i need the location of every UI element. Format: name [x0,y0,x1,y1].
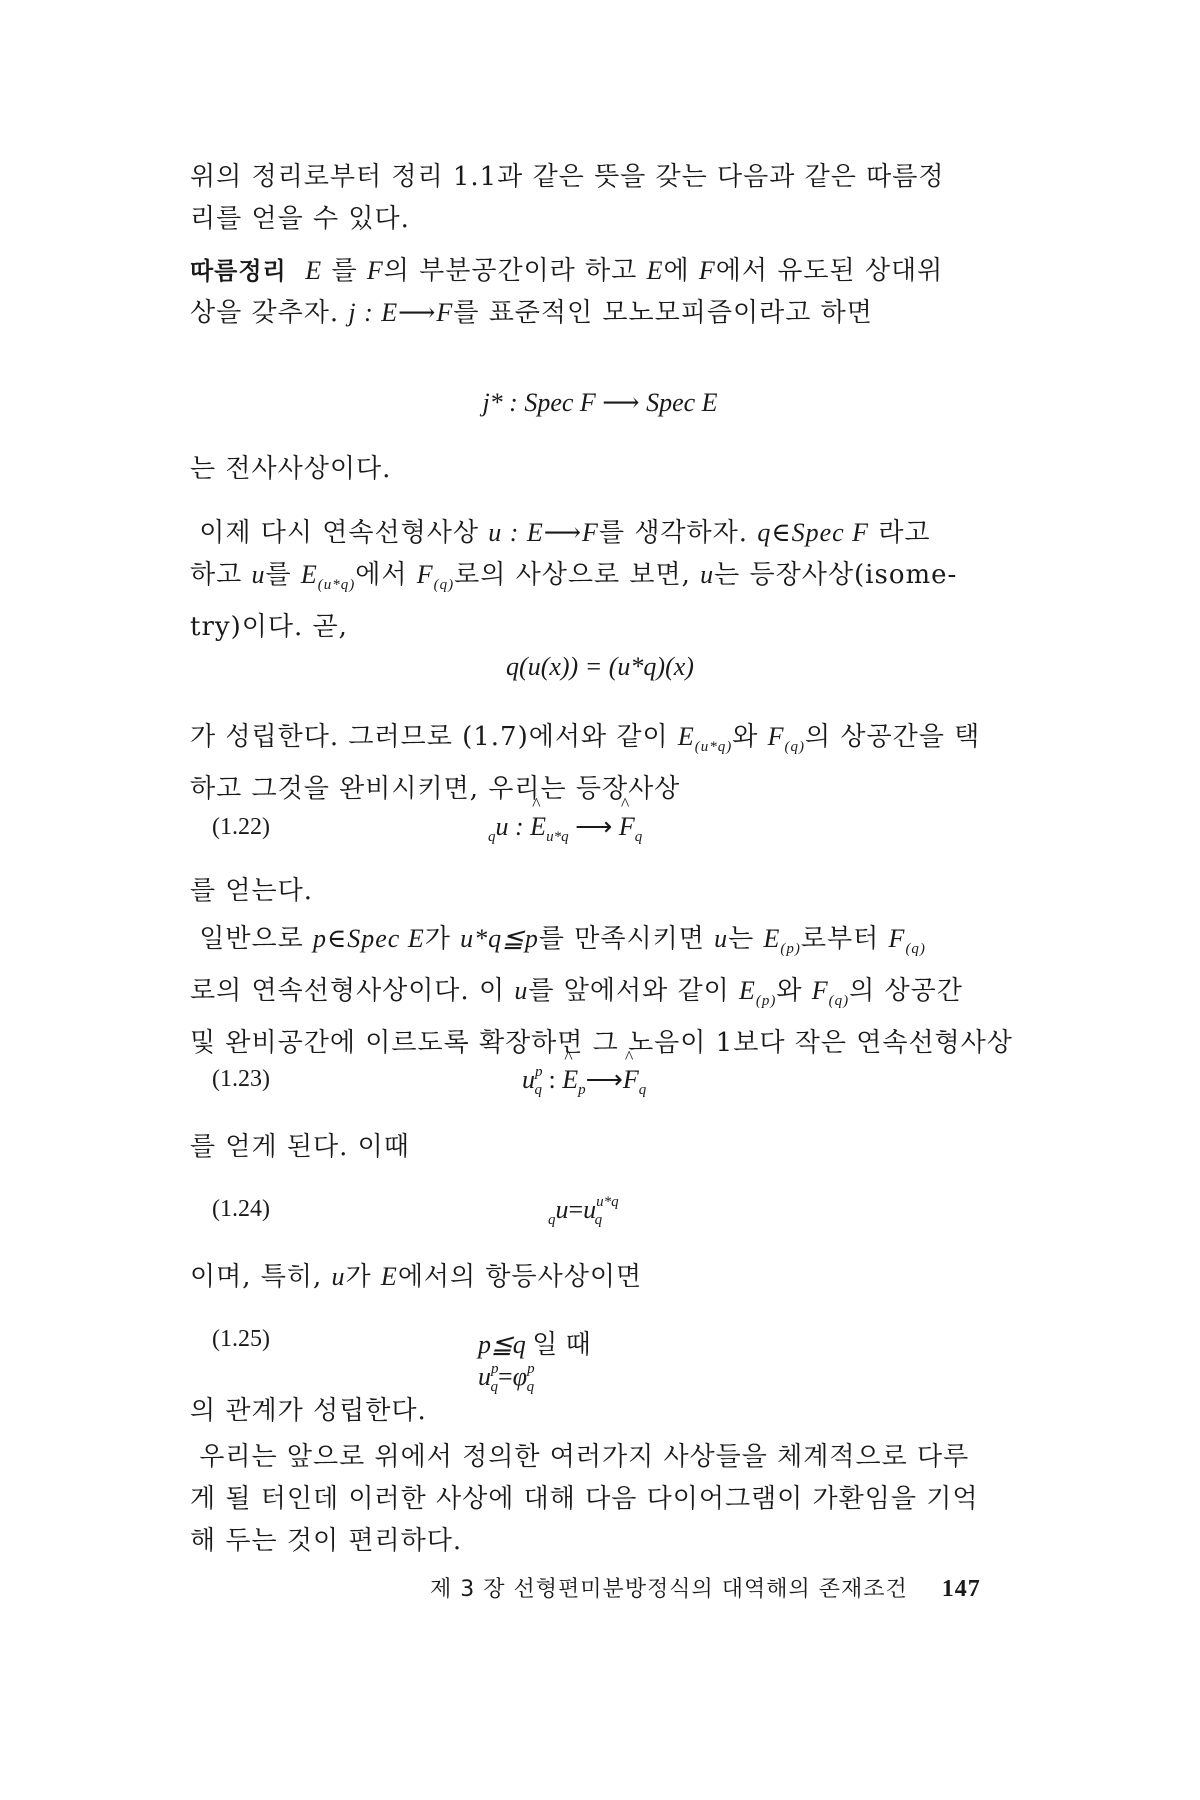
page-number: 147 [941,1576,981,1602]
equation-1-22: $_q$u : ^ $E_{u*q}$ ⟶ ^ $F_q$ [488,812,642,846]
text-line: 가 성립한다. 그러므로 (1.7)에서와 같이 $E_{(u*q)}$와 $F_{(q)}$의 상공간을 택 [190,722,981,755]
paragraph-isometry [190,512,1030,648]
equation-number: (1.22) [212,814,270,840]
text-after-1-25: 의 관계가 성립한다. [190,1396,427,1426]
text-line: 해 두는 것이 편리하다. [190,1526,463,1556]
paragraph-diagram [190,1436,1030,1562]
text-line: 리를 얻을 수 있다. [190,204,410,234]
corollary-conclusion: 는 전사사상이다. [190,454,392,484]
text-after-1-22: 를 얻는다. [190,876,313,906]
corollary-label: 따름정리 [190,257,287,285]
text-line: 상을 갖추자. j : E⟶F를 표준적인 모노모피즘이라고 하면 [190,298,873,328]
text-line: 위의 정리로부터 정리 1.1과 같은 뜻을 갖는 다음과 같은 따름정 [190,162,945,192]
chapter-title: 제 3 장 선형편미분방정식의 대역해의 존재조건 [430,1577,908,1602]
equation-number: (1.24) [212,1196,270,1222]
text-line: 따름정리 E 를 F의 부분공간이라 하고 E에 F에서 유도된 상대위 [190,256,944,286]
text-line: 일반으로 p∈Spec E가 u*q≦p를 만족시키면 u는 $E_{(p)}$로부터 $F_{(q)}$ [199,924,926,957]
paragraph-completion [190,716,1030,810]
text-line: 하고 그것을 완비시키면, 우리는 등장사상 [190,774,681,804]
text-line: 및 완비공간에 이르도록 확장하면 그 노음이 1보다 작은 연속선형사상 [190,1028,1013,1058]
equation-1-24: $_qu=u^{u*q}_q$ [548,1194,619,1228]
display-equation-jstar: j* : Spec F ⟶ Spec E [482,388,718,417]
paragraph-intro [190,156,1030,240]
equation-1-25: p≦q 일 때 $u^p_q=\varphi^p_q$ [478,1330,591,1395]
equation-number: (1.25) [212,1326,270,1352]
text-line: 로의 연속선형사상이다. 이 u를 앞에서와 같이 $E_{(p)}$와 $F_{(q)}$의 상공간 [190,976,963,1009]
paragraph-general [190,918,1030,1064]
text-line: 게 될 터인데 이러한 사상에 대해 다음 다이어그램이 가환임을 기억 [190,1484,979,1514]
page-footer [430,1572,981,1603]
equation-number: (1.23) [212,1066,270,1092]
text-after-1-24: 이며, 특히, u가 E에서의 항등사상이면 [190,1262,643,1292]
equation-1-23: $u^p_q$ : ^ $E_p⟶\^{}$ $F_q$ [522,1064,646,1099]
corollary-block [190,250,1030,334]
display-equation-isometry: q(u(x)) = (u*q)(x) [506,652,694,681]
text-line: 이제 다시 연속선형사상 u : E⟶F를 생각하자. q∈Spec F 라고 [199,518,931,548]
text-line: 하고 u를 $E_{(u*q)}$에서 $F_{(q)}$로의 사상으로 보면, u는 등장사상(isome- [190,560,958,593]
text-line: 우리는 앞으로 위에서 정의한 여러가지 사상들을 체계적으로 다루 [199,1442,970,1472]
text-after-1-23: 를 얻게 된다. 이때 [190,1132,410,1162]
text-line: try)이다. 곧, [190,612,348,642]
